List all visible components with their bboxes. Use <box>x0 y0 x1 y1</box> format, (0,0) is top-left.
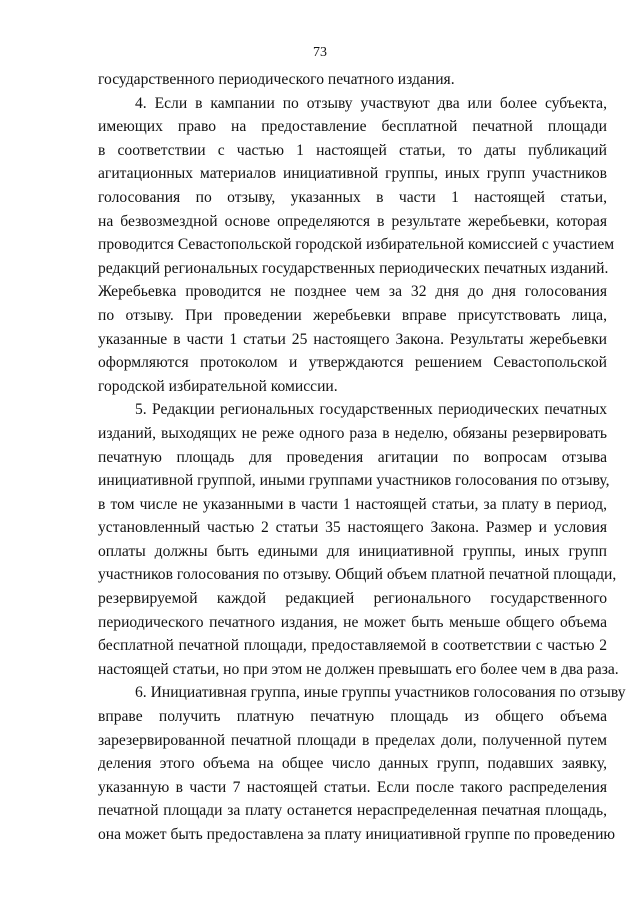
text-line: печатной площади за плату останется нераспределенная печатная площадь, <box>98 802 607 820</box>
text-line: резервируемой каждой редакцией регионального государственного <box>98 590 607 608</box>
text-line: изданий, выходящих не реже одного раза в неделю, обязаны резервировать <box>98 424 607 442</box>
text-line: голосования по отзыву, указанных в части 1 настоящей статьи, <box>98 188 607 206</box>
text-line: настоящей статьи, но при этом не должен превышать его более чем в два раза. <box>98 660 619 678</box>
text-line: по отзыву. При проведении жеребьевки вправе присутствовать лица, <box>98 306 607 324</box>
text-line: инициативной группой, иными группами участников голосования по отзыву, <box>98 472 610 490</box>
text-line: Жеребьевка проводится не позднее чем за 32 дня до дня голосования <box>98 283 607 301</box>
text-line: зарезервированной печатной площади в пределах доли, полученной путем <box>98 731 607 749</box>
text-line: проводится Севастопольской городской избирательной комиссией с участием <box>98 236 615 254</box>
text-line: вправе получить платную печатную площадь из общего объема <box>98 708 607 726</box>
text-line: в соответствии с частью 1 настоящей статьи, то даты публикаций <box>98 141 607 159</box>
text-line: в том числе не указанными в части 1 настоящей статьи, за плату в период, <box>98 495 607 513</box>
text-line: она может быть предоставлена за плату инициативной группе по проведению <box>98 826 616 843</box>
text-line: деления этого объема на общее число данных групп, подавших заявку, <box>98 755 607 773</box>
text-line: 6. Инициативная группа, иные группы участников голосования по отзыву <box>135 684 626 702</box>
text-line: редакций региональных государственных периодических печатных изданий. <box>98 259 609 277</box>
text-line: участников голосования по отзыву. Общий объем платной печатной площади, <box>98 566 617 584</box>
text-line: 4. Если в кампании по отзыву участвуют два или более субъекта, <box>135 94 607 112</box>
text-line: печатную площадь для проведения агитации по вопросам отзыва <box>98 448 607 466</box>
text-line: государственного периодического печатного издания. <box>98 71 455 88</box>
text-line: имеющих право на предоставление бесплатной печатной площади <box>98 118 607 136</box>
text-line: периодического печатного издания, не может быть меньше общего объема <box>98 613 607 631</box>
text-line: указанную в части 7 настоящей статьи. Если после такого распределения <box>98 778 607 796</box>
text-line: указанные в части 1 статьи 25 настоящего Закона. Результаты жеребьевки <box>98 330 607 348</box>
text-line: установленный частью 2 статьи 35 настоящего Закона. Размер и условия <box>98 519 607 537</box>
text-line: оплаты должны быть едиными для инициативной группы, иных групп <box>98 542 607 560</box>
text-line: оформляются протоколом и утверждаются решением Севастопольской <box>98 354 607 372</box>
text-line: агитационных материалов инициативной группы, иных групп участников <box>98 165 607 183</box>
text-line: бесплатной печатной площади, предоставляемой в соответствии с частью 2 <box>98 637 607 655</box>
text-line: городской избирательной комиссии. <box>98 377 338 395</box>
text-line: 5. Редакции региональных государственных периодических печатных <box>135 401 607 419</box>
page-number: 73 <box>313 45 327 60</box>
body-text <box>98 68 626 847</box>
text-line: на безвозмездной основе определяются в результате жеребьевки, которая <box>98 212 607 230</box>
